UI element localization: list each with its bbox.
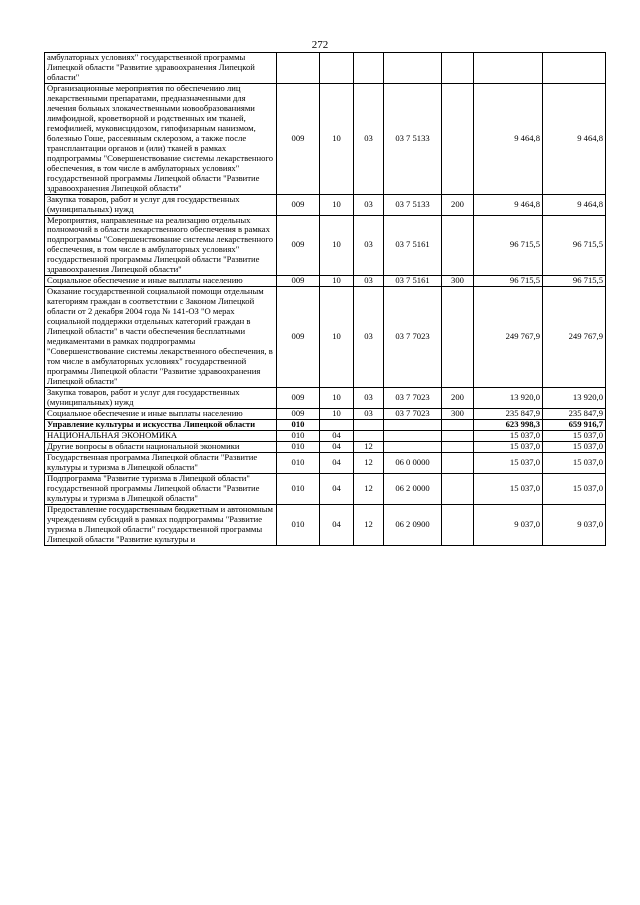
amount-year-1: 15 037,0 (474, 430, 543, 441)
row-name: Подпрограмма "Развитие туризма в Липецкой области" государственной программы Липецкой области "Развитие культуры и туризма в Липецкой области" (45, 473, 277, 504)
row-name: Закупка товаров, работ и услуг для государственных (муниципальных) нужд (45, 387, 277, 408)
target-article-code: 06 0 0000 (384, 452, 442, 473)
amount-year-2: 659 916,7 (543, 419, 606, 430)
expense-type-code: 300 (442, 408, 474, 419)
admin-code: 010 (277, 473, 320, 504)
table-row (45, 83, 606, 194)
section-code: 04 (320, 430, 354, 441)
expense-type-code (442, 452, 474, 473)
amount-year-1: 9 464,8 (474, 83, 543, 194)
target-article-code: 03 7 5133 (384, 194, 442, 215)
table-row (45, 53, 606, 84)
row-name: Социальное обеспечение и иные выплаты населению (45, 276, 277, 287)
amount-year-1 (474, 53, 543, 84)
section-code: 04 (320, 504, 354, 545)
subsection-code (354, 53, 384, 84)
row-name: Мероприятия, направленные на реализацию отдельных полномочий в области лекарственного обеспечения в рамках подпрограммы "Совершенствование системы лекарственного обеспечения, в том числе в амбулаторных условиях" государственной программы Липецкой области "Развитие здравоохранения Липецкой области" (45, 215, 277, 276)
amount-year-2: 235 847,9 (543, 408, 606, 419)
expense-type-code (442, 504, 474, 545)
expense-type-code (442, 215, 474, 276)
amount-year-2: 15 037,0 (543, 452, 606, 473)
expense-type-code (442, 83, 474, 194)
admin-code: 009 (277, 83, 320, 194)
row-name: амбулаторных условиях" государственной программы Липецкой области "Развитие здравоохранения Липецкой области" (45, 53, 277, 84)
admin-code: 009 (277, 276, 320, 287)
table-row (45, 287, 606, 388)
subsection-code: 12 (354, 452, 384, 473)
row-name: Управление культуры и искусства Липецкой области (45, 419, 277, 430)
subsection-code: 03 (354, 287, 384, 388)
target-article-code (384, 441, 442, 452)
amount-year-1: 235 847,9 (474, 408, 543, 419)
amount-year-1: 9 037,0 (474, 504, 543, 545)
section-code: 10 (320, 287, 354, 388)
target-article-code (384, 430, 442, 441)
row-name: Закупка товаров, работ и услуг для государственных (муниципальных) нужд (45, 194, 277, 215)
admin-code: 009 (277, 408, 320, 419)
target-article-code (384, 53, 442, 84)
amount-year-2: 249 767,9 (543, 287, 606, 388)
admin-code: 010 (277, 441, 320, 452)
section-code: 04 (320, 441, 354, 452)
expense-type-code (442, 53, 474, 84)
target-article-code: 03 7 7023 (384, 387, 442, 408)
amount-year-1: 96 715,5 (474, 215, 543, 276)
expense-type-code (442, 419, 474, 430)
table-row (45, 194, 606, 215)
amount-year-1: 15 037,0 (474, 452, 543, 473)
subsection-code: 03 (354, 408, 384, 419)
admin-code (277, 53, 320, 84)
table-row (45, 473, 606, 504)
expense-type-code (442, 430, 474, 441)
section-code: 04 (320, 473, 354, 504)
target-article-code: 03 7 7023 (384, 408, 442, 419)
row-name: Государственная программа Липецкой области "Развитие культуры и туризма в Липецкой области" (45, 452, 277, 473)
amount-year-2 (543, 53, 606, 84)
subsection-code: 03 (354, 387, 384, 408)
amount-year-2: 15 037,0 (543, 441, 606, 452)
subsection-code: 03 (354, 83, 384, 194)
amount-year-2: 13 920,0 (543, 387, 606, 408)
amount-year-1: 13 920,0 (474, 387, 543, 408)
table-row (45, 441, 606, 452)
subsection-code: 03 (354, 276, 384, 287)
section-code (320, 53, 354, 84)
page-number: 272 (311, 39, 329, 51)
target-article-code: 03 7 5161 (384, 215, 442, 276)
target-article-code: 03 7 5133 (384, 83, 442, 194)
expense-type-code: 200 (442, 387, 474, 408)
section-code: 10 (320, 194, 354, 215)
table-row (45, 276, 606, 287)
row-name: Социальное обеспечение и иные выплаты населению (45, 408, 277, 419)
row-name: Организационные мероприятия по обеспечению лиц лекарственными препаратами, предназначенными для лечения больных злокачественными новообразованиями лимфоидной, кроветворной и родственных им тканей, гемофилией, муковисцидозом, гипофизарным нанизмом, болезнью Гоше, рассеянным склерозом, а также после трансплантации органов и (или) тканей в рамках подпрограммы "Совершенствование системы лекарственного обеспечения, в том числе в амбулаторных условиях" государственной программы Липецкой области "Развитие здравоохранения Липецкой области" (45, 83, 277, 194)
admin-code: 009 (277, 387, 320, 408)
row-name: Предоставление государственным бюджетным и автономным учреждениям субсидий в рамках подпрограммы "Развитие туризма в Липецкой области" государственной программы Липецкой области "Развитие культуры и (45, 504, 277, 545)
subsection-code: 12 (354, 473, 384, 504)
expense-type-code (442, 473, 474, 504)
expense-type-code: 200 (442, 194, 474, 215)
table-row (45, 504, 606, 545)
budget-table (44, 52, 606, 546)
section-code: 10 (320, 387, 354, 408)
amount-year-2: 9 464,8 (543, 194, 606, 215)
admin-code: 010 (277, 430, 320, 441)
expense-type-code (442, 287, 474, 388)
admin-code: 009 (277, 215, 320, 276)
admin-code: 010 (277, 452, 320, 473)
section-code: 10 (320, 408, 354, 419)
expense-type-code (442, 441, 474, 452)
subsection-code: 03 (354, 215, 384, 276)
subsection-code: 12 (354, 441, 384, 452)
table-row (45, 387, 606, 408)
amount-year-2: 9 464,8 (543, 83, 606, 194)
amount-year-1: 15 037,0 (474, 441, 543, 452)
amount-year-1: 623 998,3 (474, 419, 543, 430)
amount-year-2: 96 715,5 (543, 215, 606, 276)
admin-code: 010 (277, 504, 320, 545)
admin-code: 009 (277, 194, 320, 215)
amount-year-1: 9 464,8 (474, 194, 543, 215)
subsection-code (354, 419, 384, 430)
amount-year-1: 96 715,5 (474, 276, 543, 287)
amount-year-2: 9 037,0 (543, 504, 606, 545)
table-row (45, 452, 606, 473)
admin-code: 009 (277, 287, 320, 388)
table-row (45, 419, 606, 430)
amount-year-2: 96 715,5 (543, 276, 606, 287)
row-name: Оказание государственной социальной помощи отдельным категориям граждан в соответствии с Законом Липецкой области от 2 декабря 2004 года № 141-ОЗ "О мерах социальной поддержки отдельных категорий граждан в Липецкой области" в части обеспечения бесплатными медикаментами в рамках подпрограммы "Совершенствование системы лекарственного обеспечения, в том числе в амбулаторных условиях" государственной программы Липецкой области "Развитие здравоохранения Липецкой области" (45, 287, 277, 388)
section-code: 10 (320, 276, 354, 287)
table-row (45, 408, 606, 419)
amount-year-2: 15 037,0 (543, 473, 606, 504)
subsection-code: 12 (354, 504, 384, 545)
row-name: Другие вопросы в области национальной экономики (45, 441, 277, 452)
target-article-code: 03 7 5161 (384, 276, 442, 287)
row-name: НАЦИОНАЛЬНАЯ ЭКОНОМИКА (45, 430, 277, 441)
section-code: 10 (320, 83, 354, 194)
target-article-code: 06 2 0900 (384, 504, 442, 545)
subsection-code: 03 (354, 194, 384, 215)
section-code: 10 (320, 215, 354, 276)
subsection-code (354, 430, 384, 441)
amount-year-1: 15 037,0 (474, 473, 543, 504)
target-article-code: 03 7 7023 (384, 287, 442, 388)
amount-year-2: 15 037,0 (543, 430, 606, 441)
target-article-code (384, 419, 442, 430)
table-row (45, 430, 606, 441)
section-code (320, 419, 354, 430)
table-row (45, 215, 606, 276)
amount-year-1: 249 767,9 (474, 287, 543, 388)
admin-code: 010 (277, 419, 320, 430)
expense-type-code: 300 (442, 276, 474, 287)
target-article-code: 06 2 0000 (384, 473, 442, 504)
section-code: 04 (320, 452, 354, 473)
